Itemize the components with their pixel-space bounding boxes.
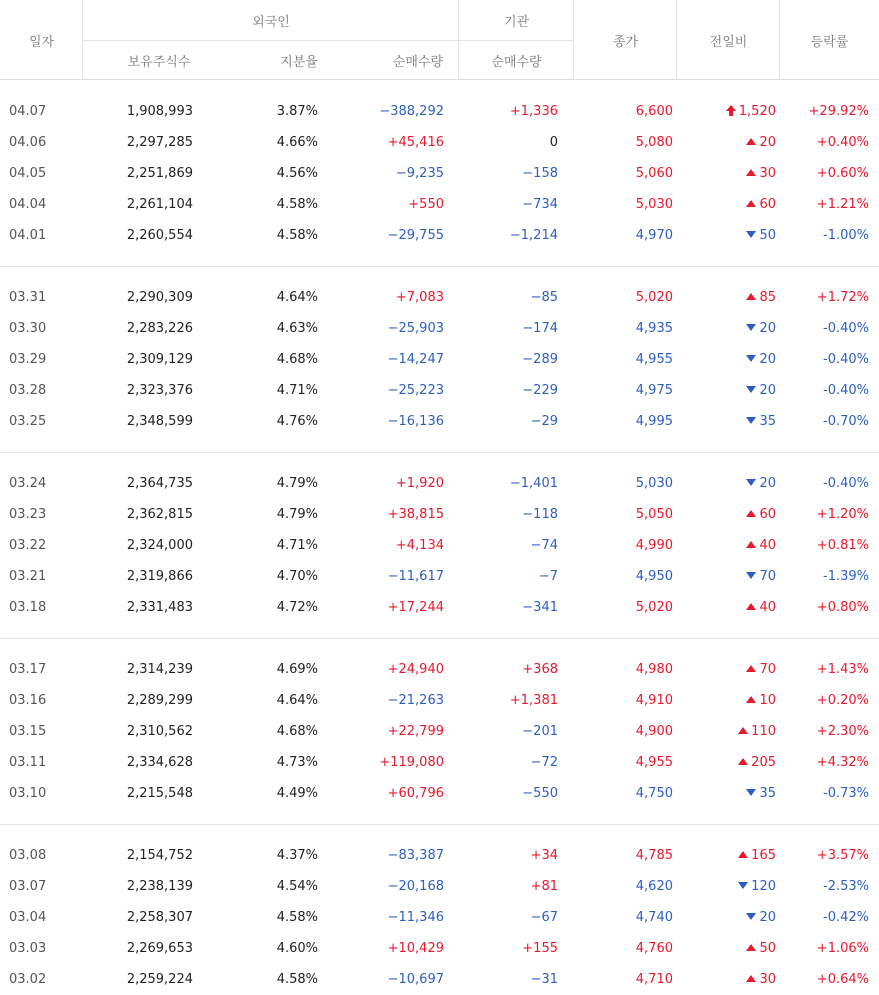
ratio-cell: 4.63%: [276, 321, 318, 336]
triangle-up-icon: [746, 665, 756, 672]
table-row: [0, 313, 879, 344]
holdings-cell: 2,251,869: [126, 166, 193, 181]
date-cell: 04.07: [9, 104, 47, 119]
change-cell: [678, 344, 776, 375]
header-foreign-net: 순매수량: [392, 54, 443, 70]
inst-net-cell: +1,381: [509, 693, 558, 708]
triangle-down-icon: [746, 386, 756, 393]
triangle-up-icon: [746, 510, 756, 517]
triangle-up-icon: [746, 200, 756, 207]
date-cell: 03.28: [9, 383, 47, 398]
change-value: 50: [759, 941, 776, 956]
change-cell: [678, 840, 776, 871]
change-cell: [678, 96, 776, 127]
table-row: [0, 406, 879, 437]
holdings-cell: 2,297,285: [126, 135, 193, 150]
divider: [779, 0, 780, 80]
holdings-cell: 2,215,548: [126, 786, 193, 801]
ratio-cell: 4.66%: [276, 135, 318, 150]
holdings-cell: 2,309,129: [126, 352, 193, 367]
holdings-cell: 2,331,483: [126, 600, 193, 615]
rate-cell: +3.57%: [816, 848, 869, 863]
rate-cell: +0.60%: [816, 166, 869, 181]
table-row: [0, 902, 879, 933]
table-row: [0, 964, 879, 995]
close-cell: 5,020: [635, 600, 673, 615]
change-cell: [678, 375, 776, 406]
inst-net-cell: −158: [522, 166, 558, 181]
header-ratio: 지분율: [280, 54, 318, 70]
holdings-cell: 2,290,309: [126, 290, 193, 305]
holdings-cell: 2,289,299: [126, 693, 193, 708]
ratio-cell: 4.76%: [276, 414, 318, 429]
holdings-cell: 2,258,307: [126, 910, 193, 925]
table-row: [0, 530, 879, 561]
close-cell: 4,760: [635, 941, 673, 956]
rate-cell: -0.70%: [823, 414, 869, 429]
change-cell: [678, 220, 776, 251]
table-row: [0, 468, 879, 499]
close-cell: 5,060: [635, 166, 673, 181]
table-row: [0, 871, 879, 902]
holdings-cell: 2,269,653: [126, 941, 193, 956]
change-cell: [678, 468, 776, 499]
date-cell: 03.08: [9, 848, 47, 863]
holdings-cell: 2,238,139: [126, 879, 193, 894]
ratio-cell: 4.71%: [276, 383, 318, 398]
table-row: [0, 499, 879, 530]
table-row: [0, 282, 879, 313]
change-cell: [678, 158, 776, 189]
holdings-cell: 2,334,628: [126, 755, 193, 770]
rate-cell: -2.53%: [823, 879, 869, 894]
change-value: 60: [759, 507, 776, 522]
triangle-down-icon: [746, 417, 756, 424]
inst-net-cell: −31: [530, 972, 558, 987]
change-cell: [678, 406, 776, 437]
holdings-cell: 2,154,752: [126, 848, 193, 863]
divider: [676, 0, 677, 80]
triangle-up-icon: [738, 758, 748, 765]
holdings-cell: 2,362,815: [126, 507, 193, 522]
date-cell: 03.18: [9, 600, 47, 615]
change-value: 20: [759, 476, 776, 491]
inst-net-cell: +368: [522, 662, 558, 677]
ratio-cell: 4.58%: [276, 228, 318, 243]
header-institution: 기관: [503, 14, 530, 30]
table-header: [0, 0, 879, 80]
change-value: 110: [751, 724, 776, 739]
foreign-net-cell: −388,292: [379, 104, 444, 119]
change-value: 1,520: [738, 104, 776, 119]
date-cell: 03.02: [9, 972, 47, 987]
foreign-net-cell: +1,920: [395, 476, 444, 491]
date-cell: 03.31: [9, 290, 47, 305]
divider: [83, 40, 573, 41]
change-value: 85: [759, 290, 776, 305]
table-row: [0, 189, 879, 220]
ratio-cell: 4.58%: [276, 972, 318, 987]
change-value: 50: [759, 228, 776, 243]
change-value: 35: [759, 786, 776, 801]
ratio-cell: 4.68%: [276, 352, 318, 367]
ratio-cell: 4.64%: [276, 693, 318, 708]
triangle-up-icon: [746, 169, 756, 176]
inst-net-cell: −118: [522, 507, 558, 522]
inst-net-cell: −29: [530, 414, 558, 429]
triangle-up-icon: [746, 944, 756, 951]
date-cell: 04.05: [9, 166, 47, 181]
close-cell: 5,020: [635, 290, 673, 305]
rate-cell: +0.80%: [816, 600, 869, 615]
close-cell: 4,935: [635, 321, 673, 336]
close-cell: 4,955: [635, 755, 673, 770]
close-cell: 4,990: [635, 538, 673, 553]
change-cell: [678, 313, 776, 344]
ratio-cell: 4.73%: [276, 755, 318, 770]
triangle-down-icon: [746, 789, 756, 796]
rate-cell: -0.40%: [823, 321, 869, 336]
rate-cell: -1.39%: [823, 569, 869, 584]
foreign-net-cell: +17,244: [387, 600, 444, 615]
group-divider: [0, 638, 879, 639]
foreign-net-cell: −11,617: [387, 569, 444, 584]
change-value: 120: [751, 879, 776, 894]
close-cell: 4,710: [635, 972, 673, 987]
table-row: [0, 220, 879, 251]
ratio-cell: 4.71%: [276, 538, 318, 553]
header-foreign: 외국인: [252, 14, 290, 30]
holdings-cell: 2,364,735: [126, 476, 193, 491]
date-cell: 04.06: [9, 135, 47, 150]
change-value: 20: [759, 135, 776, 150]
foreign-net-cell: −25,223: [387, 383, 444, 398]
ratio-cell: 4.72%: [276, 600, 318, 615]
table-row: [0, 375, 879, 406]
ratio-cell: 4.54%: [276, 879, 318, 894]
date-cell: 03.10: [9, 786, 47, 801]
date-cell: 03.22: [9, 538, 47, 553]
close-cell: 5,030: [635, 197, 673, 212]
header-close: 종가: [612, 34, 639, 50]
close-cell: 6,600: [635, 104, 673, 119]
close-cell: 4,900: [635, 724, 673, 739]
close-cell: 4,955: [635, 352, 673, 367]
holdings-cell: 2,260,554: [126, 228, 193, 243]
table-row: [0, 840, 879, 871]
close-cell: 4,950: [635, 569, 673, 584]
date-cell: 03.15: [9, 724, 47, 739]
change-cell: [678, 716, 776, 747]
ratio-cell: 4.79%: [276, 507, 318, 522]
table-row: [0, 716, 879, 747]
foreign-net-cell: −9,235: [395, 166, 444, 181]
holdings-cell: 2,261,104: [126, 197, 193, 212]
foreign-net-cell: −11,346: [387, 910, 444, 925]
rate-cell: +4.32%: [816, 755, 869, 770]
close-cell: 4,620: [635, 879, 673, 894]
rate-cell: -0.42%: [823, 910, 869, 925]
date-cell: 03.17: [9, 662, 47, 677]
close-cell: 4,785: [635, 848, 673, 863]
ratio-cell: 3.87%: [276, 104, 318, 119]
inst-net-cell: −85: [530, 290, 558, 305]
foreign-net-cell: +7,083: [395, 290, 444, 305]
close-cell: 5,080: [635, 135, 673, 150]
foreign-net-cell: −83,387: [387, 848, 444, 863]
triangle-down-icon: [746, 572, 756, 579]
inst-net-cell: +34: [530, 848, 558, 863]
triangle-down-icon: [746, 324, 756, 331]
inst-net-cell: +155: [522, 941, 558, 956]
holdings-cell: 2,310,562: [126, 724, 193, 739]
change-value: 20: [759, 383, 776, 398]
rate-cell: -0.40%: [823, 383, 869, 398]
foreign-net-cell: +119,080: [379, 755, 444, 770]
date-cell: 03.25: [9, 414, 47, 429]
change-value: 20: [759, 910, 776, 925]
group-divider: [0, 824, 879, 825]
change-cell: [678, 654, 776, 685]
table-row: [0, 592, 879, 623]
change-value: 70: [759, 662, 776, 677]
foreign-net-cell: −16,136: [387, 414, 444, 429]
table-row: [0, 654, 879, 685]
change-value: 20: [759, 352, 776, 367]
table-row: [0, 685, 879, 716]
change-cell: [678, 592, 776, 623]
ratio-cell: 4.56%: [276, 166, 318, 181]
close-cell: 5,050: [635, 507, 673, 522]
rate-cell: +0.40%: [816, 135, 869, 150]
change-value: 70: [759, 569, 776, 584]
change-cell: [678, 530, 776, 561]
close-cell: 4,910: [635, 693, 673, 708]
change-value: 20: [759, 321, 776, 336]
change-value: 165: [751, 848, 776, 863]
foreign-net-cell: +550: [408, 197, 444, 212]
table-row: [0, 127, 879, 158]
foreign-net-cell: +22,799: [387, 724, 444, 739]
table-row: [0, 561, 879, 592]
inst-net-cell: −201: [522, 724, 558, 739]
table-row: [0, 933, 879, 964]
date-cell: 03.03: [9, 941, 47, 956]
change-cell: [678, 127, 776, 158]
change-value: 30: [759, 972, 776, 987]
holdings-cell: 2,314,239: [126, 662, 193, 677]
inst-net-cell: −550: [522, 786, 558, 801]
change-cell: [678, 902, 776, 933]
rate-cell: +0.81%: [816, 538, 869, 553]
change-cell: [678, 499, 776, 530]
inst-net-cell: −341: [522, 600, 558, 615]
inst-net-cell: +81: [530, 879, 558, 894]
ratio-cell: 4.68%: [276, 724, 318, 739]
change-cell: [678, 871, 776, 902]
rate-cell: +1.21%: [816, 197, 869, 212]
rate-cell: +1.43%: [816, 662, 869, 677]
foreign-net-cell: −29,755: [387, 228, 444, 243]
rate-cell: +1.06%: [816, 941, 869, 956]
rate-cell: +2.30%: [816, 724, 869, 739]
holdings-cell: 2,319,866: [126, 569, 193, 584]
date-cell: 03.21: [9, 569, 47, 584]
close-cell: 4,970: [635, 228, 673, 243]
inst-net-cell: −72: [530, 755, 558, 770]
change-value: 35: [759, 414, 776, 429]
ratio-cell: 4.58%: [276, 910, 318, 925]
inst-net-cell: −67: [530, 910, 558, 925]
triangle-down-icon: [746, 231, 756, 238]
inst-net-cell: −1,401: [509, 476, 558, 491]
holdings-cell: 2,323,376: [126, 383, 193, 398]
rate-cell: +29.92%: [808, 104, 869, 119]
close-cell: 4,750: [635, 786, 673, 801]
close-cell: 4,740: [635, 910, 673, 925]
triangle-down-icon: [746, 479, 756, 486]
change-value: 40: [759, 600, 776, 615]
foreign-net-cell: −10,697: [387, 972, 444, 987]
rate-cell: -0.73%: [823, 786, 869, 801]
ratio-cell: 4.70%: [276, 569, 318, 584]
date-cell: 04.04: [9, 197, 47, 212]
group-divider: [0, 452, 879, 453]
change-value: 30: [759, 166, 776, 181]
change-cell: [678, 778, 776, 809]
foreign-net-cell: +45,416: [387, 135, 444, 150]
table-row: [0, 344, 879, 375]
change-cell: [678, 561, 776, 592]
ratio-cell: 4.69%: [276, 662, 318, 677]
triangle-up-icon: [746, 541, 756, 548]
upper-limit-arrow-icon: [726, 105, 736, 116]
date-cell: 03.23: [9, 507, 47, 522]
ratio-cell: 4.49%: [276, 786, 318, 801]
holdings-cell: 1,908,993: [126, 104, 193, 119]
inst-net-cell: 0: [549, 135, 558, 150]
change-value: 205: [751, 755, 776, 770]
header-inst-net: 순매수량: [491, 54, 542, 70]
change-cell: [678, 933, 776, 964]
table-row: [0, 96, 879, 127]
holdings-cell: 2,324,000: [126, 538, 193, 553]
change-cell: [678, 685, 776, 716]
rate-cell: +0.64%: [816, 972, 869, 987]
triangle-up-icon: [738, 851, 748, 858]
rate-cell: +0.20%: [816, 693, 869, 708]
change-value: 10: [759, 693, 776, 708]
rate-cell: -0.40%: [823, 476, 869, 491]
ratio-cell: 4.37%: [276, 848, 318, 863]
inst-net-cell: −734: [522, 197, 558, 212]
inst-net-cell: −229: [522, 383, 558, 398]
group-divider: [0, 266, 879, 267]
rate-cell: +1.20%: [816, 507, 869, 522]
change-cell: [678, 964, 776, 995]
date-cell: 03.07: [9, 879, 47, 894]
triangle-up-icon: [746, 975, 756, 982]
table-row: [0, 778, 879, 809]
foreign-net-cell: +10,429: [387, 941, 444, 956]
triangle-up-icon: [746, 696, 756, 703]
triangle-up-icon: [746, 138, 756, 145]
change-cell: [678, 189, 776, 220]
date-cell: 03.24: [9, 476, 47, 491]
holdings-cell: 2,259,224: [126, 972, 193, 987]
triangle-up-icon: [746, 293, 756, 300]
ratio-cell: 4.58%: [276, 197, 318, 212]
header-date: 일자: [28, 34, 55, 50]
foreign-net-cell: +38,815: [387, 507, 444, 522]
change-cell: [678, 747, 776, 778]
close-cell: 4,975: [635, 383, 673, 398]
inst-net-cell: −7: [538, 569, 558, 584]
header-rate: 등락률: [810, 34, 849, 50]
divider: [573, 0, 574, 80]
change-cell: [678, 282, 776, 313]
date-cell: 03.11: [9, 755, 47, 770]
foreign-net-cell: −25,903: [387, 321, 444, 336]
rate-cell: +1.72%: [816, 290, 869, 305]
ratio-cell: 4.79%: [276, 476, 318, 491]
rate-cell: -1.00%: [823, 228, 869, 243]
header-holdings: 보유주식수: [127, 54, 191, 70]
ratio-cell: 4.64%: [276, 290, 318, 305]
close-cell: 4,980: [635, 662, 673, 677]
triangle-down-icon: [746, 913, 756, 920]
inst-net-cell: +1,336: [509, 104, 558, 119]
inst-net-cell: −174: [522, 321, 558, 336]
close-cell: 4,995: [635, 414, 673, 429]
inst-net-cell: −289: [522, 352, 558, 367]
triangle-down-icon: [746, 355, 756, 362]
close-cell: 5,030: [635, 476, 673, 491]
date-cell: 03.16: [9, 693, 47, 708]
inst-net-cell: −74: [530, 538, 558, 553]
triangle-down-icon: [738, 882, 748, 889]
inst-net-cell: −1,214: [509, 228, 558, 243]
date-cell: 03.04: [9, 910, 47, 925]
ratio-cell: 4.60%: [276, 941, 318, 956]
date-cell: 04.01: [9, 228, 47, 243]
holdings-cell: 2,283,226: [126, 321, 193, 336]
date-cell: 03.30: [9, 321, 47, 336]
foreign-net-cell: +24,940: [387, 662, 444, 677]
change-value: 60: [759, 197, 776, 212]
foreign-net-cell: −20,168: [387, 879, 444, 894]
table-row: [0, 747, 879, 778]
foreign-net-cell: +60,796: [387, 786, 444, 801]
foreign-net-cell: −14,247: [387, 352, 444, 367]
foreign-net-cell: +4,134: [395, 538, 444, 553]
triangle-up-icon: [746, 603, 756, 610]
table-row: [0, 158, 879, 189]
rate-cell: -0.40%: [823, 352, 869, 367]
foreign-net-cell: −21,263: [387, 693, 444, 708]
holdings-cell: 2,348,599: [126, 414, 193, 429]
triangle-up-icon: [738, 727, 748, 734]
change-value: 40: [759, 538, 776, 553]
header-change: 전일비: [709, 34, 748, 50]
date-cell: 03.29: [9, 352, 47, 367]
